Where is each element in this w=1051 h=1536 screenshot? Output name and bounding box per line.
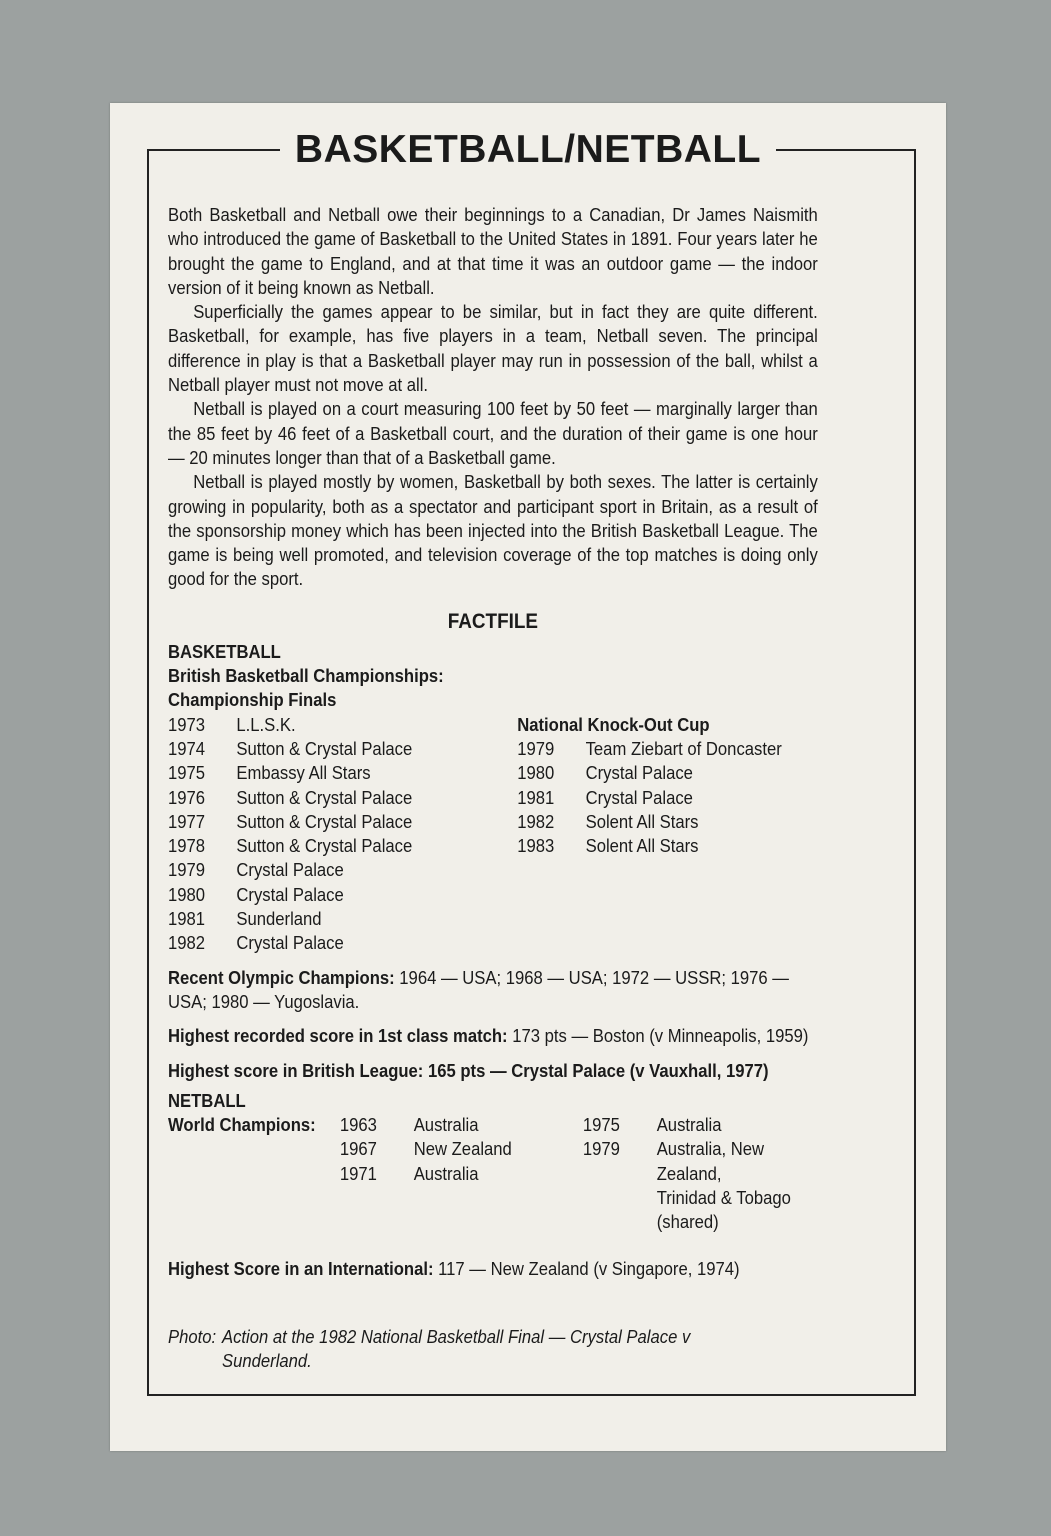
- card-content: [168, 203, 818, 1373]
- intro-paragraph-1: Both Basketball and Netball owe their beginnings to a Canadian, Dr James Naismith who introduced the game of Basketball to the United States in 1891. Four years later he brought the game to England, and at that time it was an outdoor game — the indoor version of it being known as Netball.: [168, 204, 818, 298]
- team: Australia: [413, 1162, 479, 1184]
- year: 1967: [339, 1138, 377, 1160]
- finals-row: [168, 834, 517, 858]
- year: 1981: [168, 908, 206, 930]
- netball-heading: NETBALL: [168, 1089, 246, 1111]
- world-champions: [168, 1113, 818, 1234]
- highest-text: 173 pts — Boston (v Minneapolis, 1959): [507, 1025, 809, 1047]
- team: Sutton & Crystal Palace: [236, 810, 413, 832]
- team: Sutton & Crystal Palace: [236, 786, 413, 808]
- world-row: [583, 1186, 818, 1235]
- basketball-heading: BASKETBALL: [168, 640, 281, 662]
- team: Crystal Palace: [236, 932, 344, 954]
- year: 1978: [168, 835, 206, 857]
- finals-row: [168, 907, 517, 931]
- intl-text: 117 — New Zealand (v Singapore, 1974): [433, 1257, 740, 1279]
- photo-caption: [168, 1325, 818, 1374]
- championship-finals: [168, 688, 517, 955]
- year: 1980: [517, 762, 555, 784]
- cup-row: [517, 761, 818, 785]
- year: 1979: [517, 737, 555, 759]
- year: 1976: [168, 786, 206, 808]
- team: Embassy All Stars: [236, 762, 371, 784]
- team: Crystal Palace: [236, 883, 344, 905]
- world-row: [340, 1137, 583, 1161]
- team: Crystal Palace: [585, 762, 693, 784]
- team: Team Ziebart of Doncaster: [585, 737, 782, 759]
- finals-row: [168, 931, 517, 955]
- year: 1963: [339, 1114, 377, 1136]
- international-score: [168, 1257, 818, 1281]
- championships-heading: British Basketball Championships:: [168, 665, 444, 687]
- team: Trinidad & Tobago (shared): [656, 1186, 791, 1233]
- olympic-text: 1964 — USA; 1968 — USA; 1972 — USSR; 1976 — USA; 1980 — Yugoslavia.: [168, 966, 789, 1012]
- world-label: World Champions:: [168, 1114, 316, 1136]
- team: Sutton & Crystal Palace: [236, 737, 413, 759]
- year: 1982: [517, 810, 555, 832]
- world-row: [583, 1113, 818, 1137]
- team: Crystal Palace: [236, 859, 344, 881]
- team: New Zealand: [413, 1138, 512, 1160]
- year: 1981: [517, 786, 555, 808]
- year: 1977: [168, 810, 206, 832]
- world-row: [583, 1137, 818, 1186]
- team: Solent All Stars: [585, 835, 699, 857]
- intro-paragraph-3: Netball is played on a court measuring 100 feet by 50 feet — marginally larger than the 85 feet by 46 feet of a Basketball court, and the duration of their game is one hour — 20 minutes longer than that of a Basketball game.: [168, 398, 818, 468]
- cup-list: [517, 737, 818, 858]
- year: [583, 1186, 657, 1235]
- finals-row: [168, 761, 517, 785]
- cup-row: [517, 810, 818, 834]
- world-row: [340, 1162, 583, 1186]
- cup-row: [517, 737, 818, 761]
- year: 1971: [339, 1162, 377, 1184]
- finals-row: [168, 883, 517, 907]
- finals-row: [168, 737, 517, 761]
- photo-caption-line-1: Action at the 1982 National Basketball Final — Crystal Palace v: [222, 1325, 691, 1347]
- finals-row: [168, 713, 517, 737]
- highest-score: [168, 1024, 818, 1048]
- year: 1975: [168, 762, 206, 784]
- frame-top-right-rule: [776, 149, 916, 151]
- olympic-champions: [168, 966, 818, 1015]
- year: 1979: [168, 859, 206, 881]
- world-right-list: [583, 1113, 818, 1234]
- year: 1982: [168, 932, 206, 954]
- cup-heading: National Knock-Out Cup: [517, 713, 710, 735]
- year: 1979: [582, 1138, 620, 1160]
- year: 1983: [517, 835, 555, 857]
- finals-row: [168, 786, 517, 810]
- team: Australia, New Zealand,: [656, 1138, 765, 1184]
- team: Sunderland: [236, 908, 322, 930]
- olympic-label: Recent Olympic Champions:: [168, 966, 395, 988]
- team: Australia: [413, 1114, 479, 1136]
- league-score: Highest score in British League: 165 pts — Crystal Palace (v Vauxhall, 1977): [168, 1059, 769, 1081]
- year: 1975: [582, 1114, 620, 1136]
- highest-label: Highest recorded score in 1st class match:: [168, 1025, 508, 1047]
- team: Australia: [656, 1114, 722, 1136]
- world-left-list: [340, 1113, 583, 1234]
- team: Solent All Stars: [585, 810, 699, 832]
- finals-row: [168, 858, 517, 882]
- cup-row: [517, 834, 818, 858]
- photo-label: Photo:: [168, 1325, 217, 1347]
- world-row: [340, 1113, 583, 1137]
- team: Sutton & Crystal Palace: [236, 835, 413, 857]
- info-card: [110, 103, 946, 1451]
- intro-paragraph-4: Netball is played mostly by women, Basketball by both sexes. The latter is certainly growing in popularity, both as a spectator and participant sport in Britain, as a result of the sponsorship money which has been injected into the British Basketball League. The game is being well promoted, and television coverage of the top matches is doing only good for the sport.: [168, 471, 818, 590]
- card-title: BASKETBALL/NETBALL: [294, 128, 762, 171]
- team: Crystal Palace: [585, 786, 693, 808]
- intl-label: Highest Score in an International:: [168, 1257, 434, 1279]
- finals-row: [168, 810, 517, 834]
- year: 1973: [168, 713, 206, 735]
- intro-paragraph-2: Superficially the games appear to be similar, but in fact they are quite different. Basketball, for example, has five players in a team, Netball seven. The principal difference in play is that a Basketball player may run in possession of the ball, whilst a Netball player must not move at all.: [168, 301, 818, 396]
- cup-row: [517, 786, 818, 810]
- knockout-cup: [517, 688, 818, 955]
- team: L.L.S.K.: [236, 713, 296, 735]
- factfile-heading: FACTFILE: [447, 609, 539, 633]
- basketball-results: [168, 688, 818, 955]
- finals-list: [168, 713, 517, 956]
- year: 1980: [168, 883, 206, 905]
- finals-heading: Championship Finals: [168, 689, 337, 711]
- photo-caption-line-2: Sunderland.: [222, 1350, 312, 1372]
- frame-top-left-rule: [147, 149, 280, 151]
- year: 1974: [168, 737, 206, 759]
